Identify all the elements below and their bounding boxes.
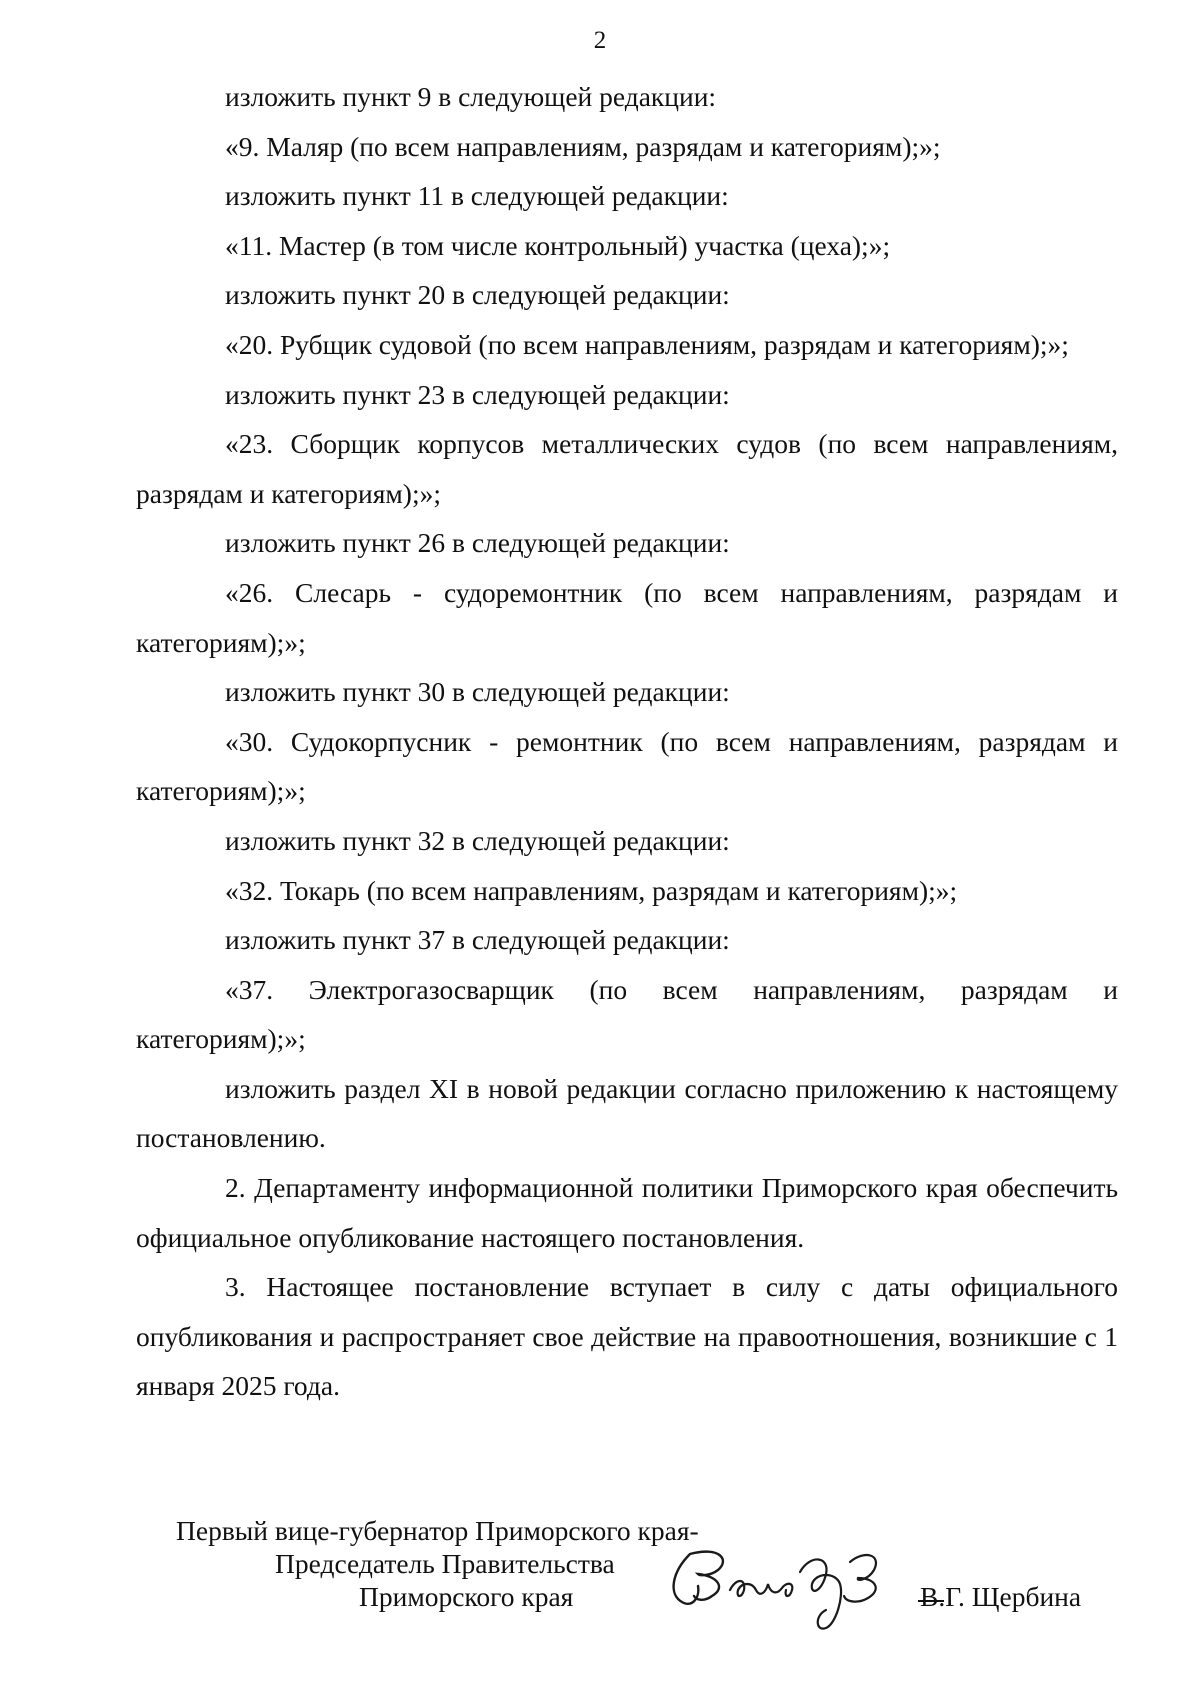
paragraph-item-11-text: «11. Мастер (в том числе контрольный) участка (цеха);»; — [225, 229, 891, 261]
paragraph-amend-section-xi: изложить раздел XI в новой редакции согласно приложению к настоящему постановлению. — [136, 1072, 1118, 1154]
signatory-name: В.Г. Щербина — [920, 1581, 1082, 1612]
signature-block — [0, 1512, 1200, 1652]
paragraph-amend-item-20: изложить пункт 20 в следующей редакции: — [225, 279, 730, 311]
paragraph-amend-item-26: изложить пункт 26 в следующей редакции: — [225, 527, 730, 559]
paragraph-item-37-text: «37. Электрогазосварщик (по всем направлениям, разрядам и категориям);»; — [136, 973, 1118, 1055]
paragraph-item-9-text: «9. Маляр (по всем направлениям, разрядам и категориям);»; — [225, 130, 941, 162]
paragraph-amend-item-37: изложить пункт 37 в следующей редакции: — [225, 924, 730, 956]
document-body — [136, 72, 1118, 1411]
page-number: 2 — [593, 27, 607, 54]
signatory-title-line-3: Приморского края — [359, 1581, 574, 1612]
paragraph-amend-item-30: изложить пункт 30 в следующей редакции: — [225, 676, 730, 708]
paragraph-amend-item-23: изложить пункт 23 в следующей редакции: — [225, 378, 730, 410]
signatory-title-line-2: Председатель Правительства — [275, 1548, 615, 1579]
signatory-title-line-1: Первый вице-губернатор Приморского края- — [176, 1515, 699, 1546]
paragraph-clause-2: 2. Департаменту информационной политики Приморского края обеспечить официальное опубликование настоящего постановления. — [136, 1172, 1118, 1253]
paragraph-item-23-text: «23. Сборщик корпусов металлических судов (по всем направлениям, разрядам и категориям);»; — [136, 428, 1118, 509]
paragraph-item-26-text: «26. Слесарь - судоремонтник (по всем направлениям, разрядам и категориям);»; — [136, 576, 1118, 658]
handwritten-signature-icon — [660, 1532, 910, 1642]
paragraph-amend-item-9: изложить пункт 9 в следующей редакции: — [225, 81, 717, 112]
paragraph-clause-3: 3. Настоящее постановление вступает в силу с даты официального опубликования и распространяет свое действие на правоотношения, возникшие с 1 января 2025 года. — [136, 1271, 1118, 1402]
paragraph-item-20-text: «20. Рубщик судовой (по всем направлениям, разрядам и категориям);»; — [225, 328, 1069, 360]
paragraph-amend-item-11: изложить пункт 11 в следующей редакции: — [225, 180, 729, 212]
paragraph-amend-item-32: изложить пункт 32 в следующей редакции: — [225, 824, 730, 856]
paragraph-item-32-text: «32. Токарь (по всем направлениям, разрядам и категориям);»; — [225, 874, 958, 906]
paragraph-item-30-text: «30. Судокорпусник - ремонтник (по всем направлениям, разрядам и категориям);»; — [136, 725, 1118, 807]
